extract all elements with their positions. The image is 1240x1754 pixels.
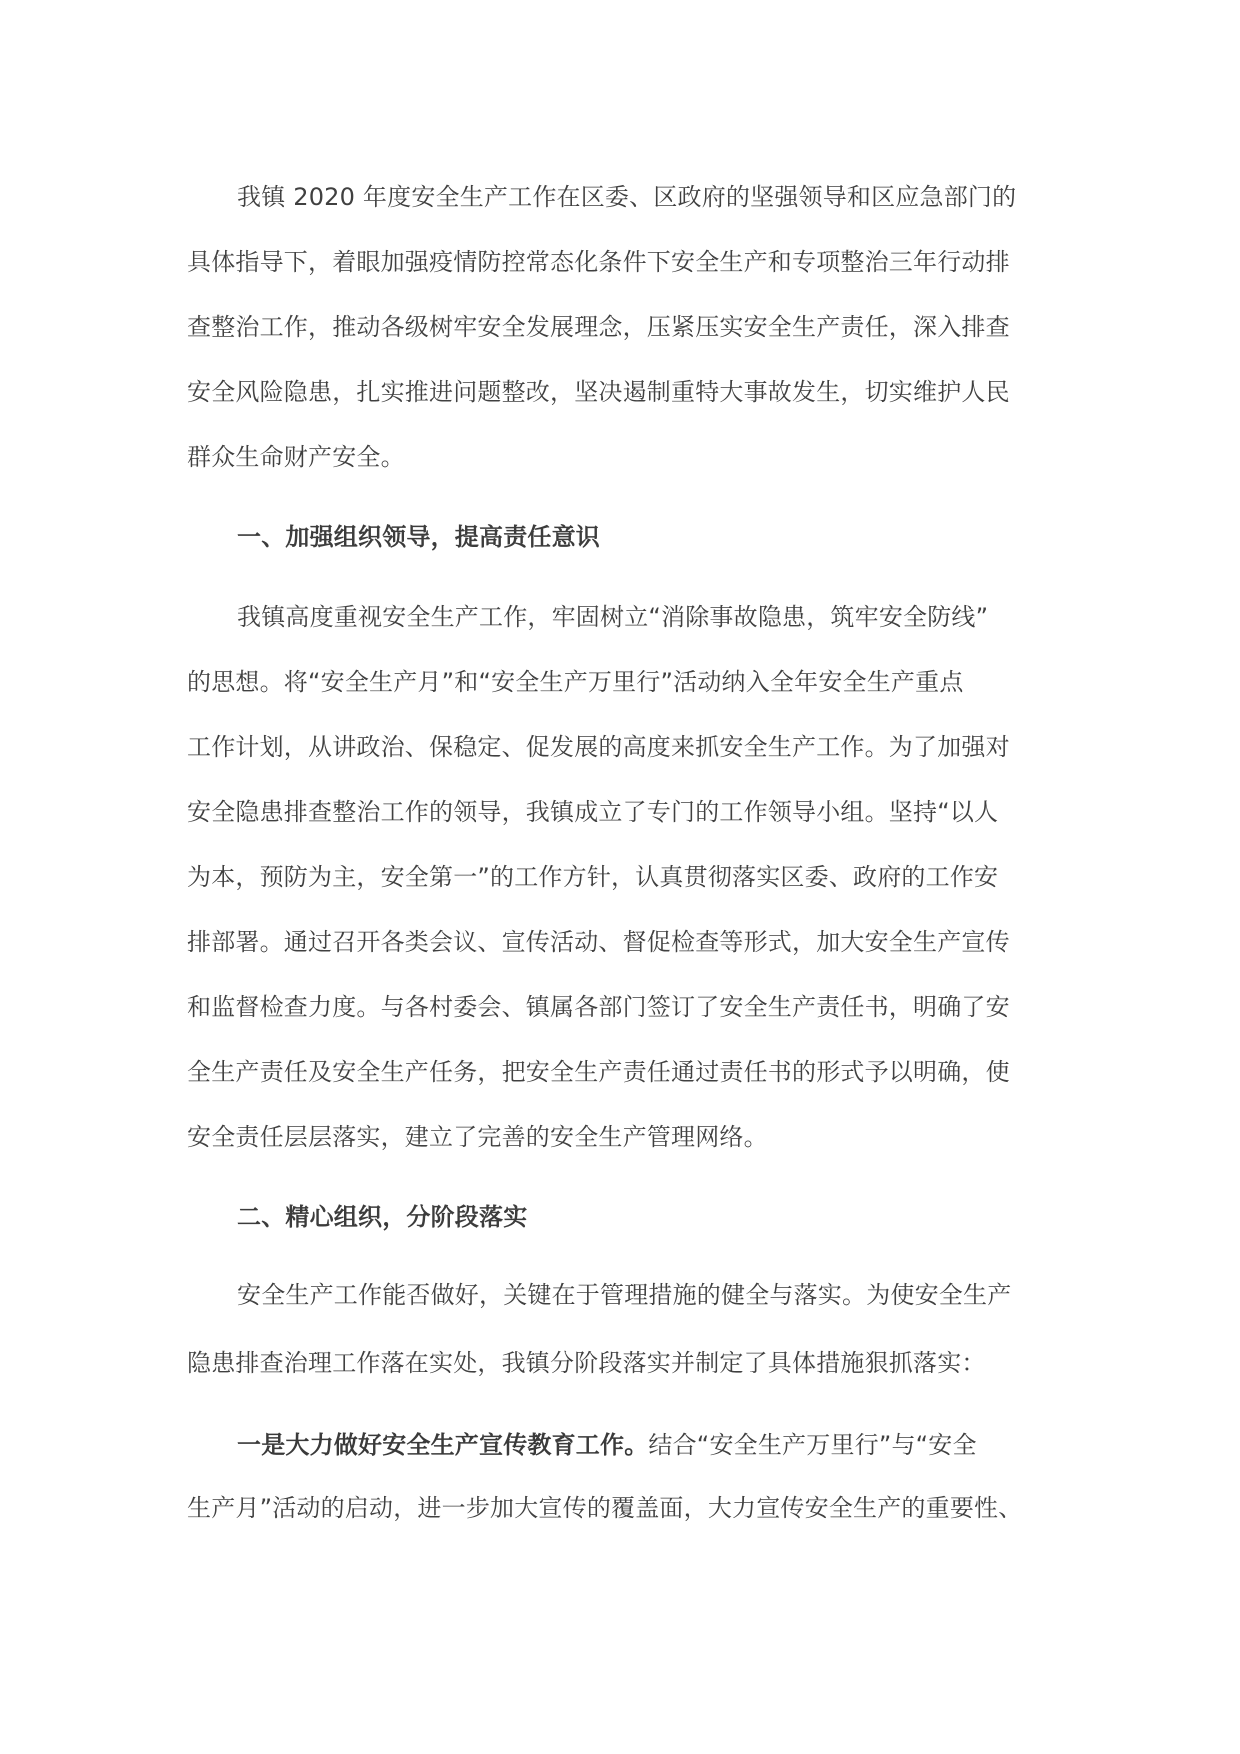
section-2-line-1: 安全生产工作能否做好，关键在于管理措施的健全与落实。为使安全生产 — [237, 1281, 1012, 1309]
intro-line-5: 群众生命财产安全。 — [187, 443, 405, 471]
section-1-line-7: 和监督检查力度。与各村委会、镇属各部门签订了安全生产责任书，明确了安 — [187, 993, 1010, 1021]
section-1-line-3: 工作计划，从讲政治、保稳定、促发展的高度来抓安全生产工作。为了加强对 — [187, 733, 1010, 761]
section-1-heading: 一、加强组织领导，提高责任意识 — [237, 523, 600, 551]
section-2-line-2: 隐患排查治理工作落在实处，我镇分阶段落实并制定了具体措施狠抓落实： — [187, 1349, 986, 1377]
section-1-line-4: 安全隐患排查整治工作的领导，我镇成立了专门的工作领导小组。坚持“以人 — [187, 798, 999, 826]
section-1-line-8: 全生产责任及安全生产任务，把安全生产责任通过责任书的形式予以明确，使 — [187, 1058, 1010, 1086]
section-1-line-2: 的思想。将“安全生产月”和“安全生产万里行”活动纳入全年安全生产重点 — [187, 668, 964, 696]
point-1-line-2: 生产月”活动的启动，进一步加大宣传的覆盖面，大力宣传安全生产的重要性、 — [187, 1494, 1023, 1522]
intro-line-3: 查整治工作，推动各级树牢安全发展理念，压紧压实安全生产责任，深入排查 — [187, 313, 1010, 341]
intro-line-1: 我镇 2020 年度安全生产工作在区委、区政府的坚强领导和区应急部门的 — [237, 183, 1017, 211]
section-1-line-9: 安全责任层层落实，建立了完善的安全生产管理网络。 — [187, 1123, 768, 1151]
section-2-heading: 二、精心组织，分阶段落实 — [237, 1203, 528, 1231]
section-1-line-1: 我镇高度重视安全生产工作，牢固树立“消除事故隐患，筑牢安全防线” — [237, 603, 989, 631]
section-1-line-5: 为本，预防为主，安全第一”的工作方针，认真贯彻落实区委、政府的工作安 — [187, 863, 999, 891]
point-1-bold-lead: 一是大力做好安全生产宣传教育工作。 — [237, 1431, 649, 1459]
point-1-first-line-rest: 结合“安全生产万里行”与“安全 — [648, 1431, 977, 1459]
intro-line-2: 具体指导下，着眼加强疫情防控常态化条件下安全生产和专项整治三年行动排 — [187, 248, 1010, 276]
point-1-line-1 — [237, 1430, 977, 1460]
section-1-line-6: 排部署。通过召开各类会议、宣传活动、督促检查等形式，加大安全生产宣传 — [187, 928, 1010, 956]
intro-line-4: 安全风险隐患，扎实推进问题整改，坚决遏制重特大事故发生，切实维护人民 — [187, 378, 1010, 406]
